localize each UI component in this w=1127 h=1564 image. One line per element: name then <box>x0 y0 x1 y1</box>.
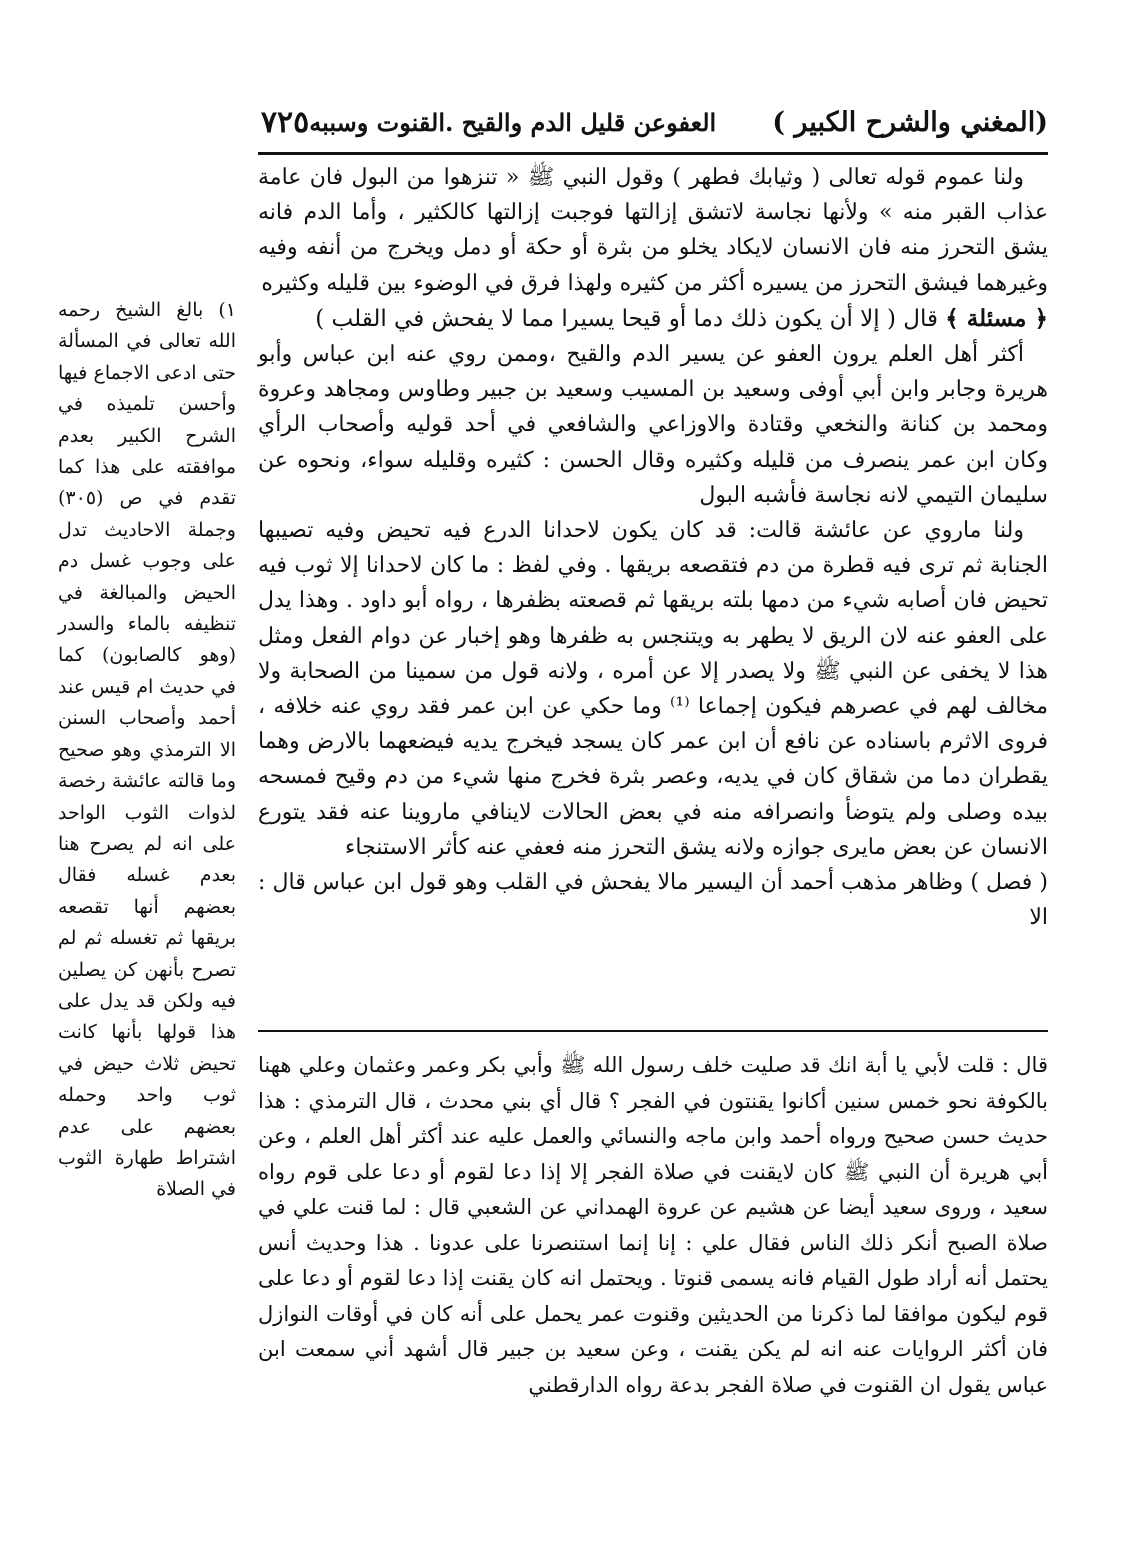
page-header <box>258 92 1048 152</box>
issue-heading <box>258 301 1048 337</box>
footnote-paragraph: قال : قلت لأبي يا أبة انك قد صليت خلف رسول الله ﷺ وأبي بكر وعمر وعثمان وعلي ههنا بالكوفة نحو خمس سنين أكانوا يقنتون في الفجر ؟ قال أي بني محدث ، قال الترمذي : هذا حديث حسن صحيح ورواه أحمد وابن ماجه والنسائي والعمل عليه عند أكثر أهل العلم ، وعن أبي هريرة أن النبي ﷺ كان لايقنت في صلاة الفجر إلا إذا دعا لقوم أو دعا على قوم رواه سعيد ، وروى سعيد أيضا عن هشيم عن عروة الهمداني عن الشعبي قال : لما قنت علي في صلاة الصبح أنكر ذلك الناس فقال علي : إنا إنما استنصرنا على عدونا . هذا وحديث أنس يحتمل أنه أراد طول القيام فانه يسمى قنوتا . ويحتمل انه كان يقنت إذا دعا لقوم أو دعا على قوم ليكون موافقا لما ذكرنا من الحديثين وقنوت عمر يحمل على أنه كان في أوقات النوازل فان أكثر الروايات عنه انه لم يكن يقنت ، وعن سعيد بن جبير قال أشهد أني سمعت ابن عباس يقول ان القنوت في صلاة الفجر بدعة رواه الدارقطني <box>258 1053 1048 1397</box>
header-divider <box>258 152 1048 155</box>
main-text <box>258 160 1048 935</box>
main-paragraph-2: أكثر أهل العلم يرون العفو عن يسير الدم والقيح ،وممن روي عنه ابن عباس وأبو هريرة وجابر وابن أبي أوفى وسعيد بن المسيب وسعيد بن جبير وطاوس ومجاهد وعروة ومحمد بن كنانة والنخعي وقتادة والاوزاعي والشافعي في أحد قوليه وأصحاب الرأي وكان ابن عمر ينصرف من قليله وكثيره وقال الحسن : كثيره وقليله سواء، ونحوه عن سليمان التيمي لانه نجاسة فأشبه البول <box>258 342 1048 508</box>
running-title: (المغني والشرح الكبير ) <box>772 106 1048 138</box>
margin-note-text: ١) بالغ الشيخ رحمه الله تعالى في المسألة حتى ادعى الاجماع فيها وأحسن تلميذه في الشرح الكبير بعدم موافقته على هذا كما تقدم في ص (٣٠٥) وجملة الاحاديث تدل على وجوب غسل دم الحيض والمبالغة في تنظيفه بالماء والسدر (وهو كالصابون) كما في حديث ام قيس عند أحمد وأصحاب السنن الا الترمذي وهو صحيح وما قالته عائشة رخصة لذوات الثوب الواحد على انه لم يصرح هنا بعدم غسله فقال بعضهم أنها تقصعه بريقها ثم تغسله ثم لم تصرح بأنهن كن يصلين فيه ولكن قد يدل على هذا قولها بأنها كانت تحيض ثلاث حيض في ثوب واحد وحمله بعضهم على عدم اشتراط طهارة الثوب في الصلاة <box>58 299 236 1201</box>
issue-text: قال ( إلا أن يكون ذلك دما أو قيحا يسيرا مما لا يفحش في القلب ) <box>315 305 938 332</box>
footnote-text <box>258 1048 1048 1403</box>
main-paragraph-1: ولنا عموم قوله تعالى ( وثيابك فطهر ) وقول النبي ﷺ « تنزهوا من البول فان عامة عذاب القبر منه » ولأنها نجاسة لاتشق إزالتها فوجبت إزالتها كالكثير ، وأما الدم فانه يشق التحرز منه فان الانسان لايكاد يخلو من بثرة أو حكة أو دمل ويخرج من أنفه وفيه وغيرهما فيشق التحرز من يسيره أكثر من كثيره ولهذا فرق في الوضوء بين قليله وكثيره <box>258 165 1048 296</box>
main-paragraph-4: ( فصل ) وظاهر مذهب أحمد أن اليسير مالا يفحش في القلب وهو قول ابن عباس قال : الا <box>258 870 1048 931</box>
chapter-title: العفوعن قليل الدم والقيح .القنوت وسببه <box>309 107 717 137</box>
footnote-divider <box>258 1030 1048 1032</box>
issue-label: ﴿ مسئلة ﴾ <box>945 304 1048 332</box>
page-number: ٧٢٥ <box>260 104 310 140</box>
margin-note <box>58 295 236 1206</box>
main-paragraph-3: ولنا ماروي عن عائشة قالت: قد كان يكون لاحدانا الدرع فيه تحيض وفيه تصيبها الجنابة ثم ترى فيه قطرة من دم فتقصعه بريقها . وفي لفظ : ما كان لاحدانا إلا ثوب فيه تحيض فان أصابه شيء من دمها بلته بريقها ثم قصعته بظفرها ، رواه أبو داود . وهذا يدل على العفو عنه لان الريق لا يطهر به ويتنجس به ظفرها وهو إخبار عن دوام الفعل ومثل هذا لا يخفى عن النبي ﷺ ولا يصدر إلا عن أمره ، ولانه قول من سمينا من الصحابة ولا مخالف لهم في عصرهم فيكون إجماعا ⁽¹⁾ وما حكي عن ابن عمر فقد روي عنه خلافه ، فروى الاثرم باسناده عن نافع أن ابن عمر كان يسجد فيخرج يديه فيضعهما بالارض وهما يقطران دما من شقاق كان في يديه، وعصر بثرة فخرج منها شيء من دم وقيح فمسحه بيده وصلى ولم يتوضأ وانصرافه منه في بعض الحالات لاينافي ماروينا عنه فقد يتورع الانسان عن بعض مايرى جوازه ولانه يشق التحرز منه فعفي عنه كأثر الاستنجاء <box>258 518 1049 860</box>
